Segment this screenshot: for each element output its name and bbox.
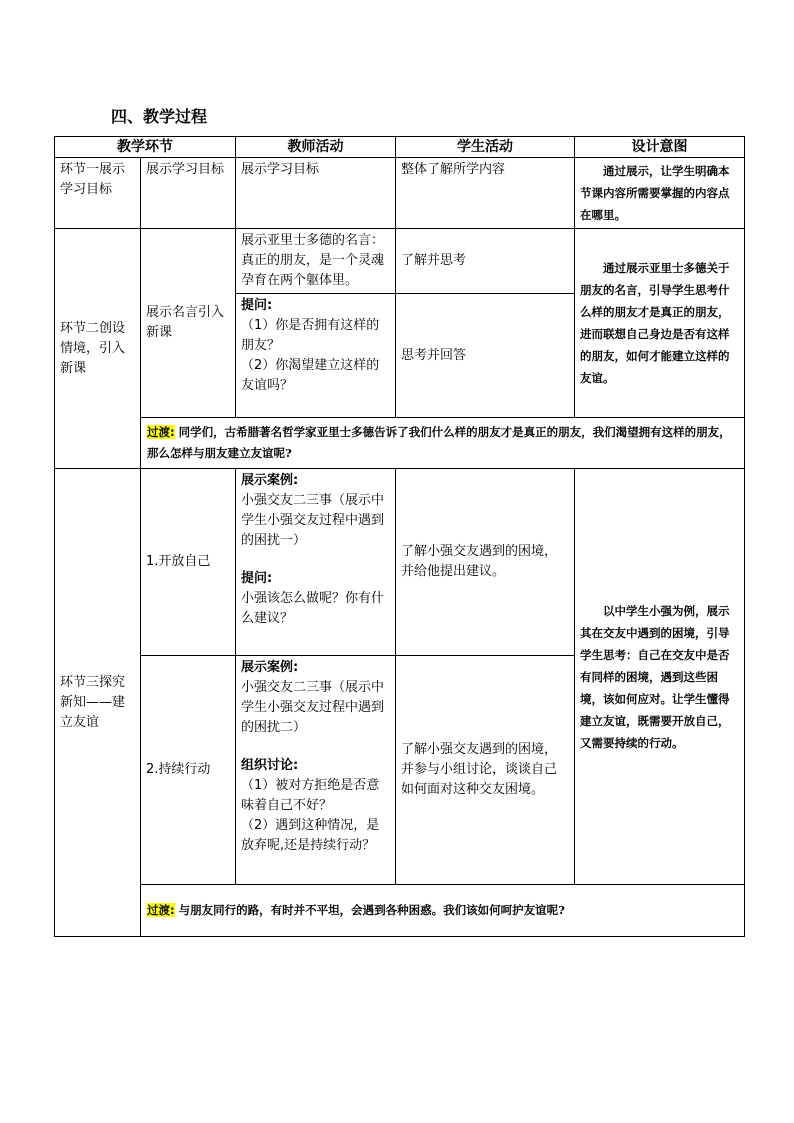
question-item: （1）你是否拥有这样的朋友？ <box>241 318 380 353</box>
student-cell: 整体了解所学内容 <box>396 158 575 229</box>
header-student: 学生活动 <box>396 137 575 158</box>
table-row <box>55 229 745 294</box>
transition-cell <box>141 418 745 469</box>
teacher-cell: 展示亚里士多德的名言：真正的朋友，是一个灵魂孕育在两个躯体里。 <box>236 229 396 294</box>
intent-cell: 以中学生小强为例，展示其在交友中遇到的困境，引导学生思考：自己在交友中是否有同样的困境，遇到这些困境，该如何应对。让学生懂得建立友谊，既需要开放自己，又需要持续的行动。 <box>575 469 745 885</box>
question-text: 小强该怎么做呢？你有什么建议？ <box>241 591 385 626</box>
student-cell: 了解小强交友遇到的困境，并给他提出建议。 <box>396 469 575 656</box>
header-teacher: 教师活动 <box>236 137 396 158</box>
section-title: 四、教学过程 <box>111 107 208 126</box>
transition-text: 与朋友同行的路，有时并不平坦，会遇到各种困惑。我们该如何呵护友谊呢? <box>178 903 565 917</box>
transition-row <box>55 418 745 469</box>
transition-text: 同学们，古希腊著名哲学家亚里士多德告诉了我们什么样的朋友才是真正的朋友，我们渴望拥有这样的朋友，那么怎样与朋友建立友谊呢? <box>147 425 731 460</box>
teacher-cell: 展示学习目标 <box>236 158 396 229</box>
case-title: 展示案例: <box>241 660 299 675</box>
student-cell: 了解小强交友遇到的困境，并参与小组讨论，谈谈自己如何面对这种交友困境。 <box>396 656 575 885</box>
question-item: （2）你渴望建立这样的友谊吗？ <box>241 358 380 393</box>
header-row <box>55 137 745 158</box>
intent-cell: 通过展示，让学生明确本节课内容所需要掌握的内容点在哪里。 <box>575 158 745 229</box>
header-stage: 教学环节 <box>55 137 236 158</box>
transition-row <box>55 885 745 937</box>
transition-cell <box>141 885 745 937</box>
question-title: 提问: <box>241 571 273 586</box>
question-title: 提问: <box>241 298 273 313</box>
transition-label: 过渡: <box>147 425 175 439</box>
teacher-cell <box>236 469 396 656</box>
teaching-process-table <box>54 136 745 937</box>
step-cell: 展示名言引入新课 <box>141 229 236 418</box>
header-intent: 设计意图 <box>575 137 745 158</box>
teacher-cell <box>236 294 396 418</box>
stage-cell: 环节二创设情境，引入新课 <box>55 229 141 469</box>
discussion-item: （2）遇到这种情况，是放弃呢,还是持续行动？ <box>241 818 380 853</box>
intent-cell: 通过展示亚里士多德关于朋友的名言，引导学生思考什么样的朋友才是真正的朋友，进而联想自己身边是否有这样的朋友，如何才能建立这样的友谊。 <box>575 229 745 418</box>
step-cell: 1.开放自己 <box>141 469 236 656</box>
transition-label: 过渡: <box>147 903 175 917</box>
discussion-item: （1）被对方拒绝是否意味着自己不好？ <box>241 778 380 813</box>
teacher-cell <box>236 656 396 885</box>
case-title: 展示案例: <box>241 473 299 488</box>
table-row <box>55 158 745 229</box>
stage-cell: 环节一展示学习目标 <box>55 158 141 229</box>
stage-cell: 环节三探究新知——建立友谊 <box>55 469 141 937</box>
student-cell: 了解并思考 <box>396 229 575 294</box>
case-text: 小强交友二三事（展示中学生小强交友过程中遇到的困扰一） <box>241 493 385 548</box>
student-cell: 思考并回答 <box>396 294 575 418</box>
discussion-title: 组织讨论: <box>241 758 299 773</box>
table-row <box>55 469 745 656</box>
case-text: 小强交友二三事（展示中学生小强交友过程中遇到的困扰二） <box>241 680 385 735</box>
step-cell: 展示学习目标 <box>141 158 236 229</box>
step-cell: 2.持续行动 <box>141 656 236 885</box>
